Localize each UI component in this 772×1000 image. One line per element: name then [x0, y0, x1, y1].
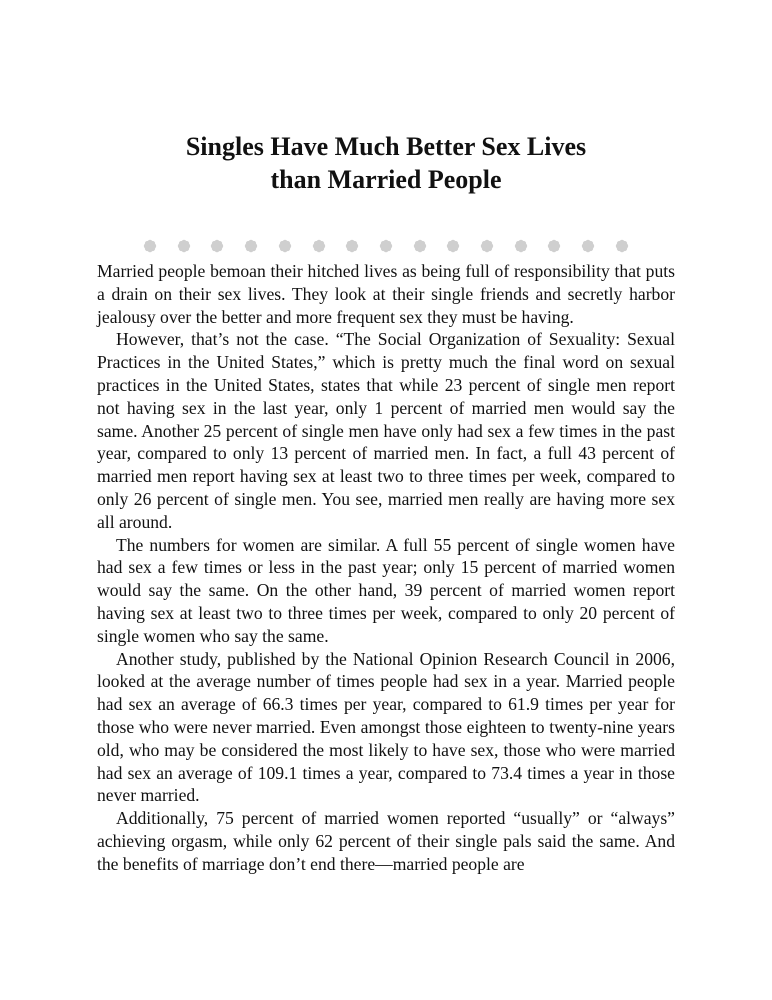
flower-dot-icon — [210, 239, 224, 253]
flower-dot-icon — [312, 239, 326, 253]
flower-dot-icon — [345, 239, 359, 253]
flower-dot-icon — [615, 239, 629, 253]
flower-dot-icon — [244, 239, 258, 253]
flower-dot-icon — [581, 239, 595, 253]
flower-dot-icon — [446, 239, 460, 253]
title-line-1: Singles Have Much Better Sex Lives — [185, 132, 587, 161]
flower-dot-icon — [278, 239, 292, 253]
paragraph-2: However, that’s not the case. “The Social Organization of Sexuality: Sexual Practices in the United States,” which is pretty much the final word on sexual practices in the United States, states that while 23 percent of single men report not having sex in the last year, only 1 percent of married men would say the same. Another 25 percent of single men have only had sex a few times in the past year, compared to only 13 percent of married men. In fact, a full 43 percent of married men report having sex at least two to three times per week, compared to only 26 percent of single men. You see, married men really are having more sex all around. — [97, 329, 675, 532]
page-title — [0, 130, 772, 196]
flower-dot-icon — [143, 239, 157, 253]
title-line-2: than Married People — [270, 165, 502, 194]
flower-dot-icon — [547, 239, 561, 253]
flower-dot-icon — [413, 239, 427, 253]
body-text — [97, 260, 675, 876]
flower-dot-icon — [514, 239, 528, 253]
flower-dot-icon — [379, 239, 393, 253]
flower-dot-icon — [177, 239, 191, 253]
paragraph-5: Additionally, 75 percent of married women reported “usually” or “always” achieving orgasm, while only 62 percent of their single pals said the same. And the benefits of marriage don’t end there—married people are — [97, 808, 675, 874]
ornament-divider — [143, 238, 629, 254]
paragraph-3: The numbers for women are similar. A full 55 percent of single women have had sex a few times or less in the past year; only 15 percent of married women would say the same. On the other hand, 39 percent of married women report having sex at least two to three times per week, compared to only 20 percent of single women who say the same. — [97, 534, 675, 646]
flower-dot-icon — [480, 239, 494, 253]
paragraph-1: Married people bemoan their hitched lives as being full of responsibility that puts a drain on their sex lives. They look at their single friends and secretly harbor jealousy over the better and more frequent sex they must be having. — [97, 261, 675, 327]
paragraph-4: Another study, published by the National Opinion Research Council in 2006, looked at the average number of times people had sex in a year. Married people had sex an average of 66.3 times per year, compared to 61.9 times per year for those who were never married. Even amongst those eighteen to twenty-nine years old, who may be considered the most likely to have sex, those who were married had sex an average of 109.1 times a year, compared to 73.4 times a year in those never married. — [97, 648, 675, 806]
